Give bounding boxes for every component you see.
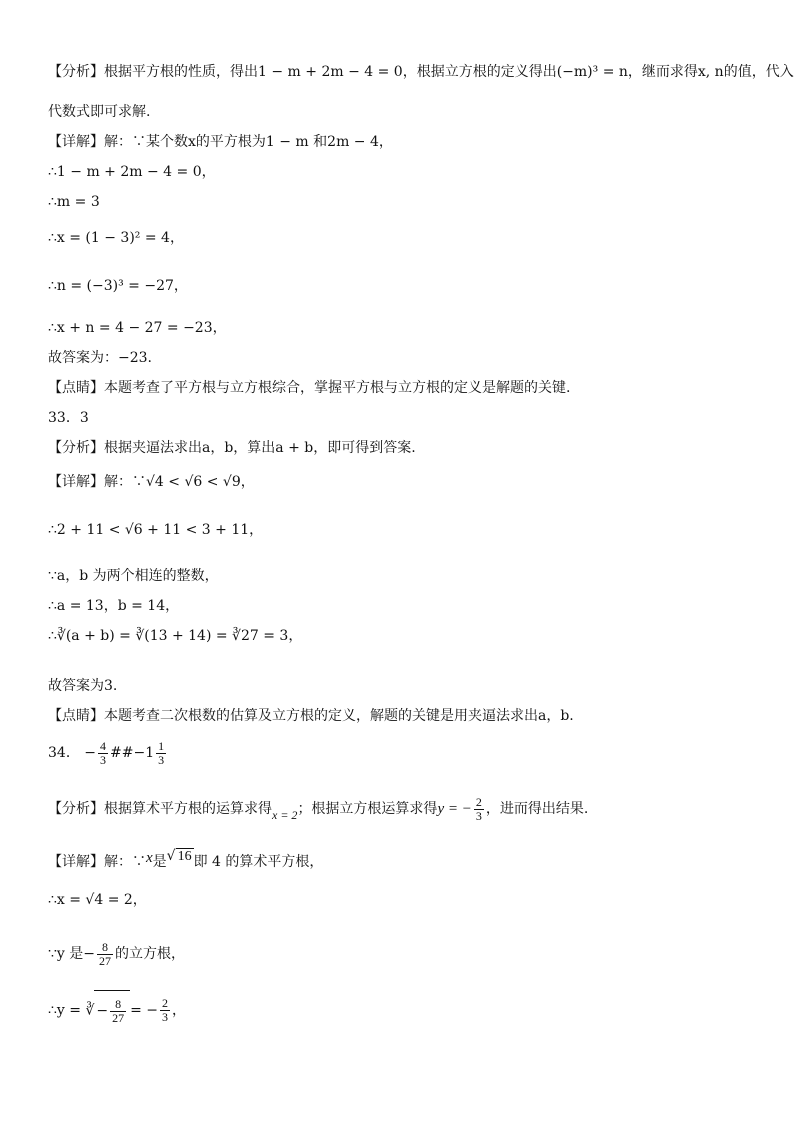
p34-ans1-den: 3 <box>100 752 107 767</box>
p34-ans2-num: 1 <box>158 738 165 753</box>
p34-ans1-num: 4 <box>100 738 107 753</box>
p34-detail-x: x <box>146 850 153 866</box>
p34-step-3 <box>48 990 186 1031</box>
p34-step-3a: ∴y = ∛ <box>48 1002 95 1019</box>
p32-step-5: ∴x + n = 4 − 27 = −23， <box>48 320 227 336</box>
p34-analysis-y: y = − <box>437 801 472 817</box>
p34-analysis-x: x = 2 <box>272 808 298 822</box>
sqrt-symbol: √ <box>166 848 176 864</box>
p34-step-3c: ， <box>172 1002 187 1019</box>
p34-step-3b: = − <box>130 1002 159 1019</box>
p34-analysis-b: ；根据立方根运算求得 <box>297 801 438 817</box>
p32-analysis-line2: 代数式即可求解. <box>48 104 151 120</box>
p34-step-3-fraction <box>110 998 126 1025</box>
p34-heading-num: 34． <box>48 745 80 761</box>
p34-ans2-fraction <box>156 740 166 767</box>
p33-step-3: ∴a = 13，b = 14， <box>48 598 180 614</box>
p34-step-2-fraction <box>97 941 113 968</box>
p34-analysis-frac-num: 2 <box>475 794 482 809</box>
p33-step-1: ∴2 + 11 < √6 + 11 < 3 + 11， <box>48 522 264 538</box>
p33-analysis: 【分析】根据夹逼法求出a，b，算出a + b，即可得到答案. <box>48 440 416 456</box>
p34-ans1-fraction <box>98 740 108 767</box>
p34-analysis-frac-den: 3 <box>475 808 482 823</box>
p34-detail-root: 16 <box>177 849 192 864</box>
p33-step-4: ∴∛(a + b) = ∛(13 + 14) = ∛27 = 3， <box>48 628 303 644</box>
p34-detail-b: 是 <box>152 854 167 870</box>
p34-step-2-num: 8 <box>97 941 113 955</box>
p32-comment: 【点睛】本题考查了平方根与立方根综合，掌握平方根与立方根的定义是解题的关键. <box>48 380 571 396</box>
p34-step-2-den: 27 <box>99 953 111 968</box>
p34-analysis-a: 【分析】根据算术平方根的运算求得 <box>48 801 272 817</box>
p34-heading <box>48 738 168 768</box>
p32-step-3: ∴x = (1 − 3)² = 4， <box>48 230 184 246</box>
p33-step-2: ∵a，b 为两个相连的整数， <box>48 568 219 584</box>
p34-ans2-den: 3 <box>158 752 165 767</box>
p34-analysis-c: ，进而得出结果. <box>485 801 589 817</box>
p32-step-4: ∴n = (−3)³ = −27， <box>48 278 188 294</box>
p34-detail <box>48 844 323 874</box>
p34-step-2a: ∵y 是− <box>48 946 95 962</box>
p34-step-3-num2: 2 <box>162 996 169 1010</box>
p34-step-2 <box>48 936 185 972</box>
p34-step-3-num: 8 <box>110 998 126 1012</box>
p34-analysis <box>48 794 588 830</box>
p32-step-1: ∴1 − m + 2m − 4 = 0， <box>48 164 216 180</box>
p34-detail-a: 【详解】解：∵ <box>48 854 146 870</box>
p34-step-2b: 的立方根， <box>115 946 185 962</box>
p32-answer: 故答案为：−23. <box>48 350 152 366</box>
p32-step-2: ∴m = 3 <box>48 194 100 210</box>
p34-detail-c: 即 4 的算术平方根， <box>193 854 324 870</box>
p33-detail: 【详解】解：∵√4 < √6 < √9， <box>48 474 255 490</box>
p34-step-3-radicand: − $\frac{8}{27}$ <box>94 990 130 1031</box>
p33-heading: 33．3 <box>48 410 89 426</box>
p34-ans1-sign: − <box>84 745 97 761</box>
p32-detail: 【详解】解：∵某个数x的平方根为1 − m 和2m − 4， <box>48 134 393 150</box>
p33-comment: 【点睛】本题考查二次根数的估算及立方根的定义，解题的关键是用夹逼法求出a，b. <box>48 708 574 724</box>
p34-heading-sep: ##−1 <box>110 745 155 761</box>
p33-answer: 故答案为3. <box>48 678 118 694</box>
p32-analysis-line1: 【分析】根据平方根的性质，得出1 − m + 2m − 4 = 0，根据立方根的定义得出(−m)³ = n，继而求得x, n的值，代入 <box>48 64 794 80</box>
p34-step-3-den2: 3 <box>162 1010 169 1024</box>
p34-step-1: ∴x = √4 = 2， <box>48 892 147 908</box>
p34-analysis-fraction <box>474 796 484 823</box>
p34-step-3-fraction-2 <box>160 997 170 1024</box>
p34-step-3-den: 27 <box>112 1010 125 1025</box>
